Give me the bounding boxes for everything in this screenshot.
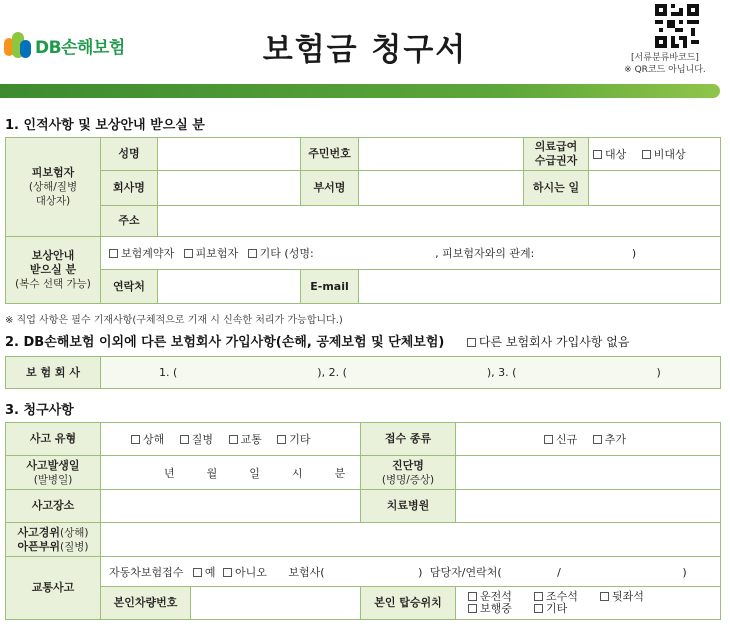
recipient-label: 보상안내 받으실 분 (복수 선택 가능) bbox=[6, 237, 101, 304]
no-other-insurance-option[interactable]: 다른 보험회사 가입사항 없음 bbox=[467, 335, 630, 349]
seat-option-other[interactable]: 기타 bbox=[534, 602, 567, 615]
address-label: 주소 bbox=[101, 206, 158, 237]
checkbox-icon bbox=[593, 435, 602, 444]
seat-option-driver[interactable]: 운전석 bbox=[468, 591, 534, 603]
checkbox-icon bbox=[223, 568, 232, 577]
manager-close: ) bbox=[682, 565, 687, 579]
checkbox-icon bbox=[229, 435, 238, 444]
seat-position-options bbox=[456, 587, 721, 620]
recipient-close-paren: ) bbox=[631, 247, 637, 260]
checkbox-icon bbox=[600, 592, 609, 601]
name-field[interactable] bbox=[158, 138, 301, 171]
recipient-option-other[interactable]: 기타 (성명: bbox=[248, 247, 314, 260]
checkbox-icon bbox=[277, 435, 286, 444]
traffic-accident-label: 교통사고 bbox=[6, 557, 101, 620]
section-1-title: 1. 인적사항 및 보상안내 받으실 분 bbox=[5, 118, 205, 133]
barcode-label: [서류분류바코드] ※ QR코드 아닙니다. bbox=[624, 53, 706, 75]
auto-option-no[interactable]: 아니오 bbox=[223, 566, 267, 579]
medical-aid-label: 의료급여 수급권자 bbox=[524, 138, 589, 171]
contact-field[interactable] bbox=[158, 270, 301, 304]
receipt-option-new[interactable]: 신규 bbox=[544, 433, 577, 446]
auto-option-yes[interactable]: 예 bbox=[193, 566, 216, 579]
name-label: 성명 bbox=[101, 138, 158, 171]
receipt-type-label: 접수 종류 bbox=[361, 423, 456, 456]
receipt-option-additional[interactable]: 추가 bbox=[593, 433, 626, 446]
checkbox-icon bbox=[642, 150, 651, 159]
email-field[interactable] bbox=[359, 270, 721, 304]
insured-label: 피보험자 (상해/질병 대상자) bbox=[6, 138, 101, 237]
checkbox-icon bbox=[468, 592, 477, 601]
accident-option-other[interactable]: 기타 bbox=[277, 433, 310, 446]
checkbox-icon bbox=[593, 150, 602, 159]
accident-option-traffic[interactable]: 교통 bbox=[229, 433, 262, 446]
place-field[interactable] bbox=[101, 490, 361, 523]
recipient-options bbox=[101, 237, 721, 270]
department-field[interactable] bbox=[359, 171, 524, 206]
manager-label: 담당자/연락처( bbox=[429, 565, 502, 579]
company-field[interactable] bbox=[158, 171, 301, 206]
seat-position-label: 본인 탑승위치 bbox=[361, 587, 456, 620]
accident-date-label: 사고발생일 (발병일) bbox=[6, 456, 101, 490]
address-field[interactable] bbox=[158, 206, 721, 237]
plate-field[interactable] bbox=[191, 587, 361, 620]
insurance-company-fields[interactable]: 1. ( ), 2. ( ), 3. ( ) bbox=[101, 357, 721, 389]
receipt-type-options bbox=[456, 423, 721, 456]
checkbox-icon bbox=[248, 249, 257, 258]
contact-label: 연락처 bbox=[101, 270, 158, 304]
checkbox-icon bbox=[467, 338, 476, 347]
checkbox-icon bbox=[468, 604, 477, 613]
recipient-option-insured[interactable]: 피보험자 bbox=[184, 247, 239, 260]
accident-type-options bbox=[101, 423, 361, 456]
checkbox-icon bbox=[534, 604, 543, 613]
other-insurance-table bbox=[5, 356, 721, 389]
ssn-label: 주민번호 bbox=[301, 138, 359, 171]
job-note: ※ 직업 사항은 필수 기재사항(구체적으로 기재 시 신속한 처리가 가능합니다.) bbox=[5, 315, 343, 326]
checkbox-icon bbox=[131, 435, 140, 444]
department-label: 부서명 bbox=[301, 171, 359, 206]
manager-slash: / bbox=[557, 565, 561, 579]
recipient-option-policyholder[interactable]: 보험계약자 bbox=[109, 247, 174, 260]
form-title: 보험금 청구서 bbox=[262, 32, 468, 68]
place-label: 사고장소 bbox=[6, 490, 101, 523]
section-3-title: 3. 청구사항 bbox=[5, 403, 74, 418]
medical-aid-option-nontarget[interactable]: 비대상 bbox=[642, 148, 686, 161]
claim-table bbox=[5, 422, 721, 620]
barcode-icon bbox=[655, 4, 699, 48]
auto-insurance-label: 자동차보험접수 bbox=[109, 565, 184, 579]
company-label: 회사명 bbox=[101, 171, 158, 206]
diagnosis-label: 진단명 (병명/증상) bbox=[361, 456, 456, 490]
accident-date-field[interactable]: 년 월 일 시 분 bbox=[101, 456, 361, 490]
job-label: 하시는 일 bbox=[524, 171, 589, 206]
seat-option-passenger[interactable]: 조수석 bbox=[534, 591, 600, 603]
email-label: E-mail bbox=[301, 270, 359, 304]
traffic-accident-fields bbox=[101, 557, 721, 587]
accident-type-label: 사고 유형 bbox=[6, 423, 101, 456]
checkbox-icon bbox=[193, 568, 202, 577]
plate-label: 본인차량번호 bbox=[101, 587, 191, 620]
circumstances-field[interactable] bbox=[101, 523, 721, 557]
header-green-bar bbox=[0, 84, 720, 98]
seat-option-pedestrian[interactable]: 보행중 bbox=[468, 603, 534, 615]
hospital-field[interactable] bbox=[456, 490, 721, 523]
checkbox-icon bbox=[180, 435, 189, 444]
hospital-label: 치료병원 bbox=[361, 490, 456, 523]
checkbox-icon bbox=[534, 592, 543, 601]
relation-label: , 피보험자와의 관계: bbox=[435, 247, 535, 260]
insurer-close: ) bbox=[418, 565, 423, 579]
medical-aid-options bbox=[589, 138, 721, 171]
diagnosis-field[interactable] bbox=[456, 456, 721, 490]
medical-aid-option-target[interactable]: 대상 bbox=[593, 148, 626, 161]
checkbox-icon bbox=[184, 249, 193, 258]
db-logo-text: DB손해보험 bbox=[35, 37, 125, 58]
form-header bbox=[0, 0, 730, 84]
job-field[interactable] bbox=[589, 171, 721, 206]
accident-option-injury[interactable]: 상해 bbox=[131, 433, 164, 446]
circumstances-label: 사고경위(상해) 아픈부위(질병) bbox=[6, 523, 101, 557]
section-2-title: 2. DB손해보험 이외에 다른 보험회사 가입사항(손해, 공제보험 및 단체보험) 다른 보험회사 가입사항 없음 bbox=[5, 335, 630, 350]
checkbox-icon bbox=[109, 249, 118, 258]
checkbox-icon bbox=[544, 435, 553, 444]
accident-option-disease[interactable]: 질병 bbox=[180, 433, 213, 446]
insurance-company-label: 보 험 회 사 bbox=[6, 357, 101, 389]
insurer-label: 보험사( bbox=[288, 565, 325, 579]
seat-option-back[interactable]: 뒷좌석 bbox=[600, 590, 644, 603]
personal-info-table bbox=[5, 137, 721, 304]
ssn-field[interactable] bbox=[359, 138, 524, 171]
